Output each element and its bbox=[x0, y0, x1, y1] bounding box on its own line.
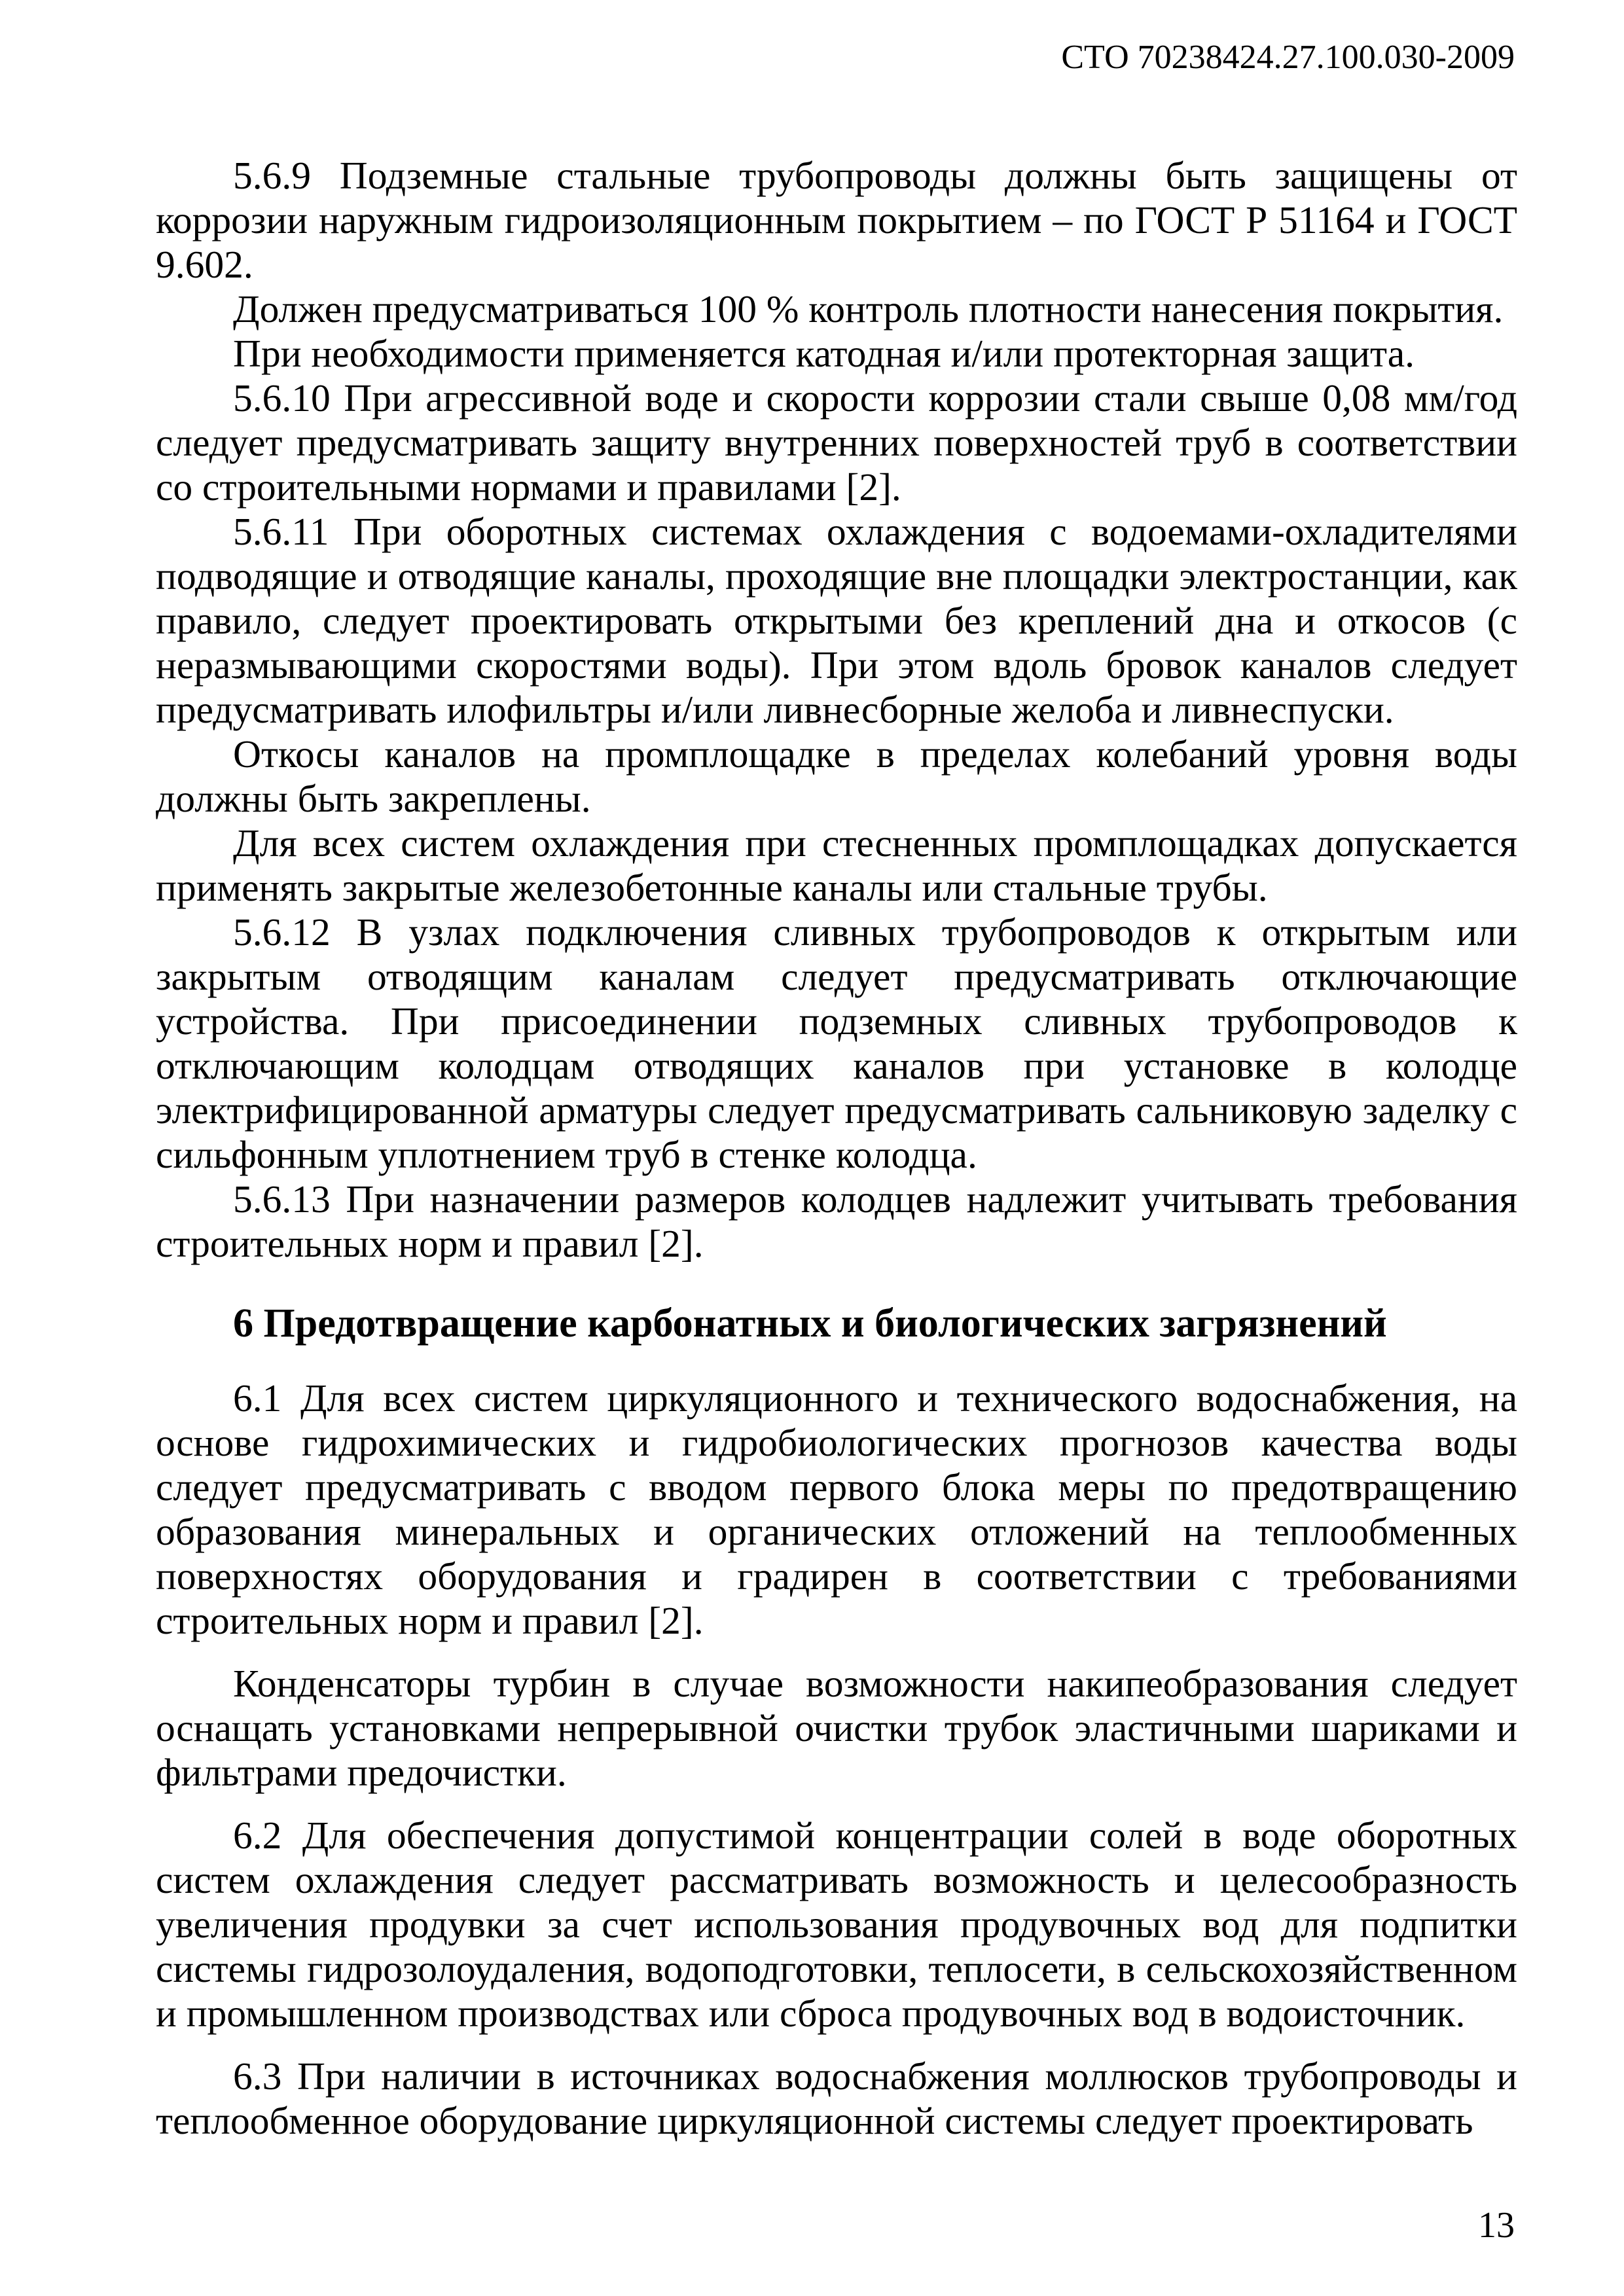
paragraph-5-6-9: 5.6.9 Подземные стальные трубопроводы должны быть защищены от коррозии наружным гидроизоляционным покрытием – по ГОСТ Р 51164 и ГОСТ 9.602. bbox=[156, 154, 1517, 286]
paragraph-cathodic-protection: При необходимости применяется катодная и/или протекторная защита. bbox=[233, 332, 1415, 375]
paragraph-5-6-11: 5.6.11 При оборотных системах охлаждения с водоемами-охладителями подводящие и отводящие каналы, проходящие вне площадки электростанции, как правило, следует проектировать открытыми без креплений дна и откосов (с неразмывающими скоростями воды). При этом вдоль бровок каналов следует предусматривать илофильтры и/или ливнесборные желоба и ливнеспуски. bbox=[156, 510, 1517, 731]
page-number: 13 bbox=[1478, 2205, 1515, 2246]
section-heading: 6 Предотвращение карбонатных и биологических загрязнений bbox=[233, 1301, 1387, 1346]
paragraph-6-1: 6.1 Для всех систем циркуляционного и технического водоснабжения, на основе гидрохимических и гидробиологических прогнозов качества воды следует предусматривать с вводом первого блока меры по предотвращению образования минеральных и органических отложений на теплообменных поверхностях оборудования и градирен в соответствии с требованиями строительных норм и правил [2]. bbox=[156, 1376, 1517, 1642]
document-code: СТО 70238424.27.100.030-2009 bbox=[1061, 39, 1515, 76]
paragraph-coating-control: Должен предусматриваться 100 % контроль плотности нанесения покрытия. bbox=[233, 287, 1504, 331]
paragraph-6-3: 6.3 При наличии в источниках водоснабжения моллюсков трубопроводы и теплообменное оборудование циркуляционной системы следует проектировать bbox=[156, 2054, 1517, 2142]
page-body bbox=[156, 153, 1517, 2143]
paragraph-5-6-12: 5.6.12 В узлах подключения сливных трубопроводов к открытым или закрытым отводящим каналам следует предусматривать отключающие устройства. При присоединении подземных сливных трубопроводов к отключающим колодцам отводящих каналов при установке в колодце электрифицированной арматуры следует предусматривать сальниковую заделку с сильфонным уплотнением труб в стенке колодца. bbox=[156, 910, 1517, 1176]
paragraph-5-6-10: 5.6.10 При агрессивной воде и скорости коррозии стали свыше 0,08 мм/год следует предусматривать защиту внутренних поверхностей труб в соответствии со строительными нормами и правилами [2]. bbox=[156, 376, 1517, 509]
paragraph-closed-channels: Для всех систем охлаждения при стесненных промплощадках допускается применять закрытые железобетонные каналы или стальные трубы. bbox=[156, 821, 1517, 909]
paragraph-slopes: Откосы каналов на промплощадке в пределах колебаний уровня воды должны быть закреплены. bbox=[156, 732, 1517, 820]
paragraph-6-2: 6.2 Для обеспечения допустимой концентрации солей в воде оборотных систем охлаждения следует рассматривать возможность и целесообразность увеличения продувки за счет использования продувочных вод для подпитки системы гидрозолоудаления, водоподготовки, теплосети, в сельскохозяйственном и промышленном производствах или сброса продувочных вод в водоисточник. bbox=[156, 1814, 1517, 2035]
paragraph-5-6-13: 5.6.13 При назначении размеров колодцев надлежит учитывать требования строительных норм и правил [2]. bbox=[156, 1177, 1517, 1265]
paragraph-condensers: Конденсаторы турбин в случае возможности накипеобразования следует оснащать установками непрерывной очистки трубок эластичными шариками и фильтрами предочистки. bbox=[156, 1662, 1517, 1794]
